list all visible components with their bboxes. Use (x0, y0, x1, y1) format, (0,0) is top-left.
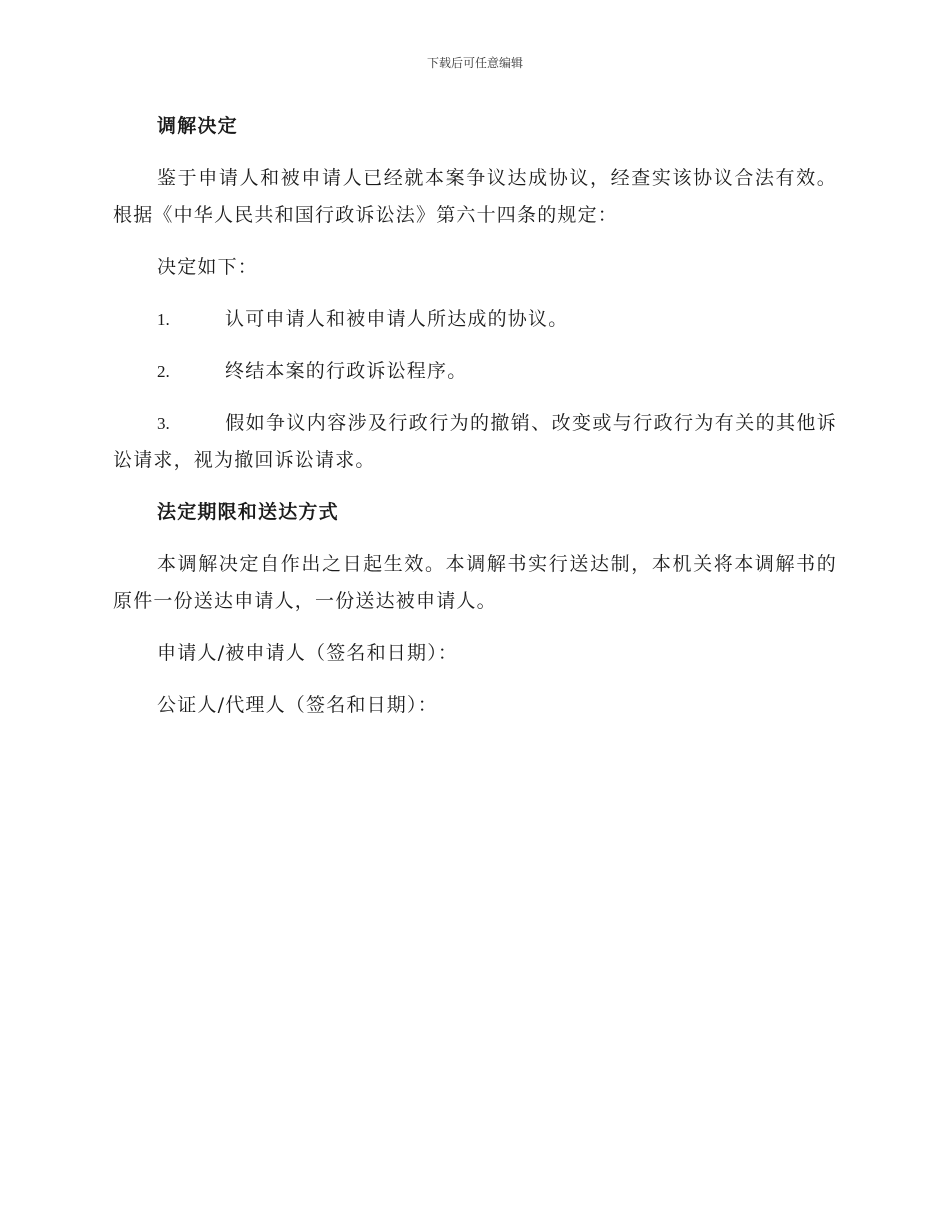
document-body (113, 108, 837, 739)
page-header: 下载后可任意编辑 (426, 56, 523, 70)
signature-line-parties: 申请人/被申请人（签名和日期）： (157, 642, 459, 664)
item-text: 终结本案的行政诉讼程序。 (225, 360, 468, 382)
decision-intro-paragraph: 鉴于申请人和被申请人已经就本案争议达成协议，经查实该协议合法有效。根据《中华人民共和国行政诉讼法》第六十四条的规定： (113, 167, 837, 226)
decision-item-2 (113, 353, 837, 390)
decision-lead-paragraph: 决定如下： (157, 256, 259, 278)
section-heading-decision: 调解决定 (157, 115, 238, 137)
item-number: 2. (157, 362, 170, 381)
item-text: 假如争议内容涉及行政行为的撤销、改变或与行政行为有关的其他诉讼请求，视为撤回诉讼请求。 (113, 412, 837, 471)
decision-item-1 (113, 301, 837, 338)
item-text: 认可申请人和被申请人所达成的协议。 (225, 308, 569, 330)
section-heading-delivery: 法定期限和送达方式 (157, 501, 339, 523)
decision-item-3 (113, 405, 837, 479)
item-number: 1. (157, 310, 170, 329)
item-number: 3. (157, 414, 170, 433)
signature-line-notary: 公证人/代理人（签名和日期）： (157, 694, 438, 716)
delivery-paragraph: 本调解决定自作出之日起生效。本调解书实行送达制，本机关将本调解书的原件一份送达申请人，一份送达被申请人。 (113, 553, 837, 612)
